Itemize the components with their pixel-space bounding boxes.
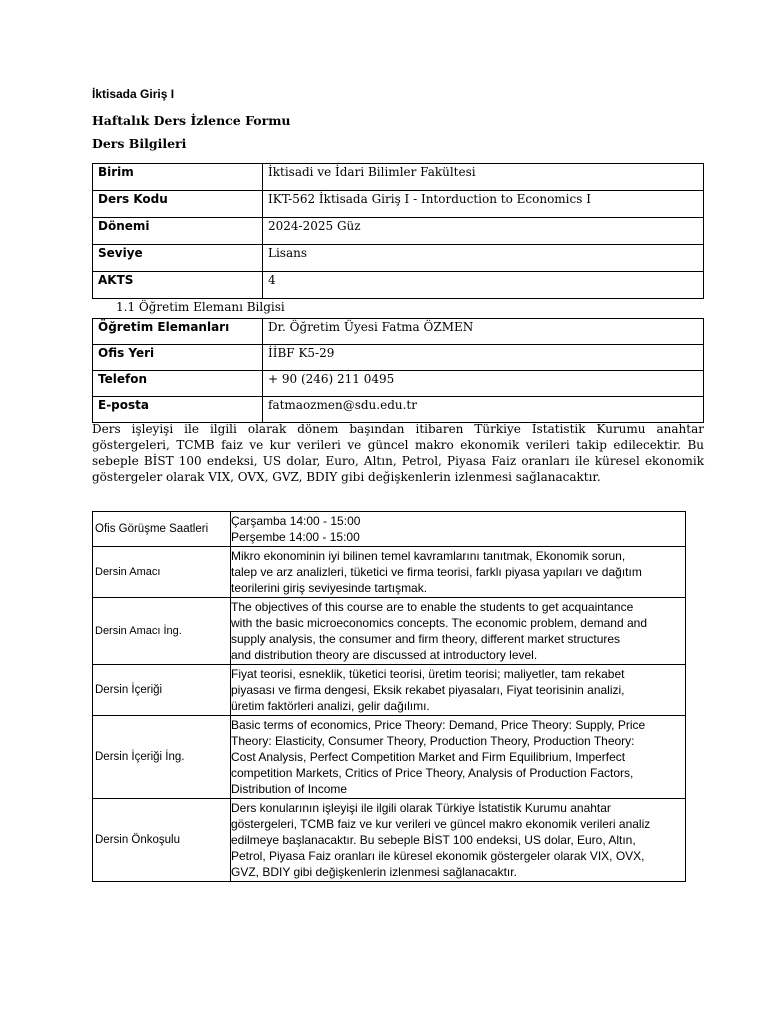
- course-details-table: [92, 511, 686, 882]
- course-info-key: Ders Kodu: [93, 191, 263, 218]
- course-info-key: AKTS: [93, 272, 263, 299]
- course-info-key: Birim: [93, 164, 263, 191]
- detail-label: Dersin İçeriği: [93, 665, 231, 716]
- instructor-info-value: + 90 (246) 211 0495: [263, 371, 704, 397]
- detail-line: with the basic microeconomics concepts. The economic problem, demand and: [231, 616, 647, 630]
- detail-line: teorilerini giriş seviyesinde tartışmak.: [231, 581, 428, 595]
- detail-line: GVZ, BDIY gibi değişkenlerin izlenmesi sağlanacaktır.: [231, 865, 517, 879]
- detail-line: talep ve arz analizleri, tüketici ve firma teorisi, farklı piyasa yapıları ve dağıtım: [231, 565, 642, 579]
- detail-value: [231, 799, 686, 882]
- detail-label: Ofis Görüşme Saatleri: [93, 512, 231, 547]
- table-row: [93, 164, 704, 191]
- detail-value: [231, 665, 686, 716]
- table-row: [93, 319, 704, 345]
- instructor-email-value: fatmaozmen@sdu.edu.tr: [263, 397, 704, 423]
- detail-line: üretim faktörleri analizi, gelir dağılımı.: [231, 699, 430, 713]
- table-row: [93, 345, 704, 371]
- instructor-info-key: Öğretim Elemanları: [93, 319, 263, 345]
- instructor-section-title: 1.1 Öğretim Elemanı Bilgisi: [116, 300, 285, 314]
- detail-label: Dersin Amacı: [93, 547, 231, 598]
- detail-label: Dersin İçeriği İng.: [93, 716, 231, 799]
- table-row: [93, 598, 686, 665]
- form-title: Haftalık Ders İzlence Formu: [92, 113, 291, 128]
- course-info-value: 2024-2025 Güz: [263, 218, 704, 245]
- table-row: [93, 245, 704, 272]
- detail-line: supply analysis, the consumer and firm theory, different market structures: [231, 632, 621, 646]
- detail-value: [231, 598, 686, 665]
- table-row: [93, 397, 704, 423]
- detail-line: Fiyat teorisi, esneklik, tüketici teorisi, üretim teorisi; maliyetler, tam rekabet: [231, 667, 625, 681]
- detail-line: Petrol, Piyasa Faiz oranları ile küresel ekonomik göstergeler olarak VIX, OVX,: [231, 849, 645, 863]
- detail-value: [231, 716, 686, 799]
- instructor-info-key: E-posta: [93, 397, 263, 423]
- detail-line: Cost Analysis, Perfect Competition Market and Firm Equilibrium, Imperfect: [231, 750, 626, 764]
- table-row: [93, 218, 704, 245]
- course-info-table: [92, 163, 704, 299]
- detail-line: The objectives of this course are to enable the students to get acquaintance: [231, 600, 634, 614]
- course-info-key: Seviye: [93, 245, 263, 272]
- detail-line: piyasası ve firma dengesi, Eksik rekabet piyasaları, Fiyat teorisinin analizi,: [231, 683, 625, 697]
- instructor-info-table: [92, 318, 704, 423]
- course-info-value: İktisadi ve İdari Bilimler Fakültesi: [263, 164, 704, 191]
- instructor-info-key: Telefon: [93, 371, 263, 397]
- detail-line: Çarşamba 14:00 - 15:00: [231, 514, 361, 528]
- table-row: [93, 371, 704, 397]
- table-row: [93, 716, 686, 799]
- detail-line: Theory: Elasticity, Consumer Theory, Production Theory, Production Theory:: [231, 734, 635, 748]
- table-row: [93, 665, 686, 716]
- detail-value: [231, 512, 686, 547]
- detail-line: göstergeleri, TCMB faiz ve kur verileri ve güncel makro ekonomik verileri analiz: [231, 817, 651, 831]
- instructor-info-value: Dr. Öğretim Üyesi Fatma ÖZMEN: [263, 319, 704, 345]
- detail-line: Ders konularının işleyişi ile ilgili olarak Türkiye İstatistik Kurumu anahtar: [231, 801, 611, 815]
- table-row: [93, 272, 704, 299]
- detail-line: Perşembe 14:00 - 15:00: [231, 530, 360, 544]
- intro-paragraph: Ders işleyişi ile ilgili olarak dönem başından itibaren Türkiye İstatistik Kurumu anahtar göstergeleri, TCMB faiz ve kur verileri ve güncel makro ekonomik verileri takip edilecektir. Bu sebeple BİST 100 endeksi, US dolar, Euro, Altın, Petrol, Piyasa Faiz oranları ile küresel ekonomik göstergeler olarak VIX, OVX, GVZ, BDIY gibi değişkenlerin izlenmesi sağlanacaktır.: [92, 422, 704, 484]
- detail-line: and distribution theory are discussed at introductory level.: [231, 648, 538, 662]
- detail-value: [231, 547, 686, 598]
- detail-line: Distribution of Income: [231, 782, 348, 796]
- table-row: [93, 547, 686, 598]
- detail-label: Dersin Önkoşulu: [93, 799, 231, 882]
- table-row: [93, 512, 686, 547]
- course-info-value: IKT-562 İktisada Giriş I - Intorduction to Economics I: [263, 191, 704, 218]
- table-row: [93, 191, 704, 218]
- detail-line: competition Markets, Critics of Price Theory, Analysis of Production Factors,: [231, 766, 634, 780]
- instructor-info-value: İİBF K5-29: [263, 345, 704, 371]
- instructor-info-key: Ofis Yeri: [93, 345, 263, 371]
- course-info-value: Lisans: [263, 245, 704, 272]
- detail-label: Dersin Amacı İng.: [93, 598, 231, 665]
- section-title: Ders Bilgileri: [92, 136, 187, 151]
- detail-line: Mikro ekonominin iyi bilinen temel kavramlarını tanıtmak, Ekonomik sorun,: [231, 549, 626, 563]
- course-info-value: 4: [263, 272, 704, 299]
- table-row: [93, 799, 686, 882]
- course-info-key: Dönemi: [93, 218, 263, 245]
- detail-line: Basic terms of economics, Price Theory: Demand, Price Theory: Supply, Price: [231, 718, 646, 732]
- document-title: İktisada Giriş I: [92, 87, 175, 101]
- detail-line: edilmeye başlanacaktır. Bu sebeple BİST 100 endeksi, US dolar, Euro, Altın,: [231, 833, 636, 847]
